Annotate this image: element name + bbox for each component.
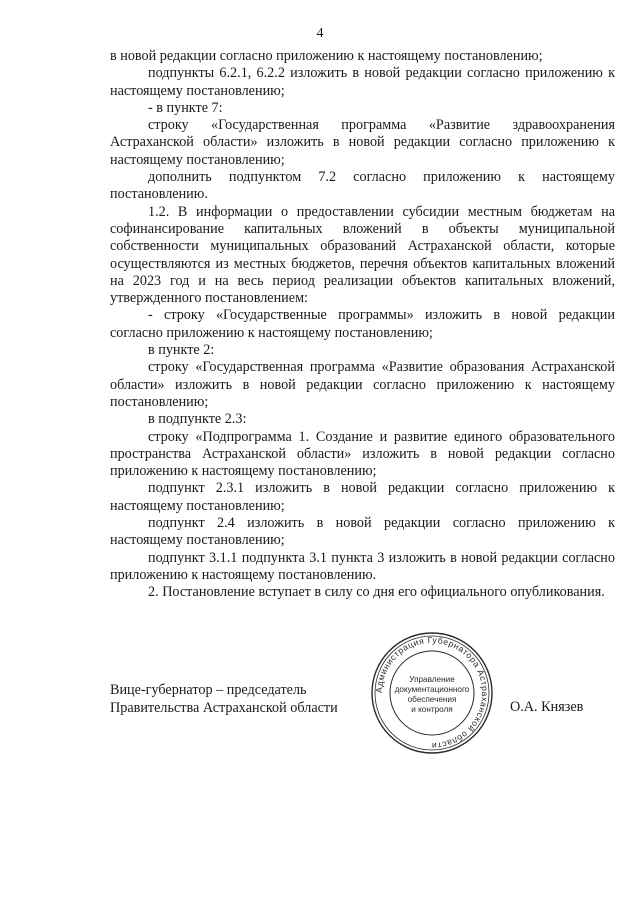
paragraph: строку «Государственная программа «Развитие образования Астраханской области» изложить в новой редакции согласно приложению к настоящему постановлению; (110, 359, 615, 410)
paragraph: в подпункте 2.3: (148, 411, 247, 428)
paragraph: 2. Постановление вступает в силу со дня его официального опубликования. (148, 584, 605, 601)
document-body (110, 48, 615, 602)
signatory-position-line-2: Правительства Астраханской области (110, 700, 338, 716)
signature-block (110, 681, 338, 717)
stamp-center-line: обеспечения (407, 695, 457, 704)
stamp-seal-icon (369, 630, 495, 756)
page-number: 4 (316, 26, 324, 41)
official-stamp (369, 630, 495, 756)
stamp-center-line: Управление (409, 675, 455, 684)
paragraph: - строку «Государственные программы» изложить в новой редакции согласно приложению к настоящему постановлению; (110, 307, 615, 341)
stamp-ring-text: Администрация Губернатора Астраханской области (373, 634, 491, 752)
paragraph: строку «Государственная программа «Развитие здравоохранения Астраханской области» изложить в новой редакции согласно приложению к настоящему постановлению; (110, 117, 615, 168)
paragraph: подпункты 6.2.1, 6.2.2 изложить в новой редакции согласно приложению к настоящему постановлению; (110, 65, 615, 99)
stamp-center-line: и контроля (411, 705, 453, 714)
paragraph: подпункт 2.3.1 изложить в новой редакции согласно приложению к настоящему постановлению; (110, 480, 615, 514)
stamp-center-line: документационного (394, 685, 470, 694)
paragraph: подпункт 3.1.1 подпункта 3.1 пункта 3 изложить в новой редакции согласно приложению к настоящему постановлению. (110, 549, 615, 583)
paragraph: в пункте 2: (148, 342, 215, 359)
signatory-position-line-1: Вице-губернатор – председатель (110, 682, 307, 698)
paragraph: 1.2. В информации о предоставлении субсидии местным бюджетам на софинансирование капитальных вложений в объекты муниципальной собственности муниципальных образований Астраханской области, которые осуществляются из местных бюджетов, перечня объектов капитальных вложений на 2023 год и на весь период реализации объектов капитальных вложений, утвержденного постановлением: (110, 203, 615, 307)
paragraph: в новой редакции согласно приложению к настоящему постановлению; (110, 48, 543, 64)
paragraph: дополнить подпунктом 7.2 согласно приложению к настоящему постановлению. (110, 169, 615, 203)
paragraph: строку «Подпрограмма 1. Создание и развитие единого образовательного пространства Астраханской области» изложить в новой редакции согласно приложению к настоящему постановлению; (110, 428, 615, 480)
paragraph: подпункт 2.4 изложить в новой редакции согласно приложению к настоящему постановлению; (110, 515, 615, 549)
paragraph: - в пункте 7: (148, 99, 223, 116)
signatory-name: О.А. Князев (510, 699, 584, 715)
